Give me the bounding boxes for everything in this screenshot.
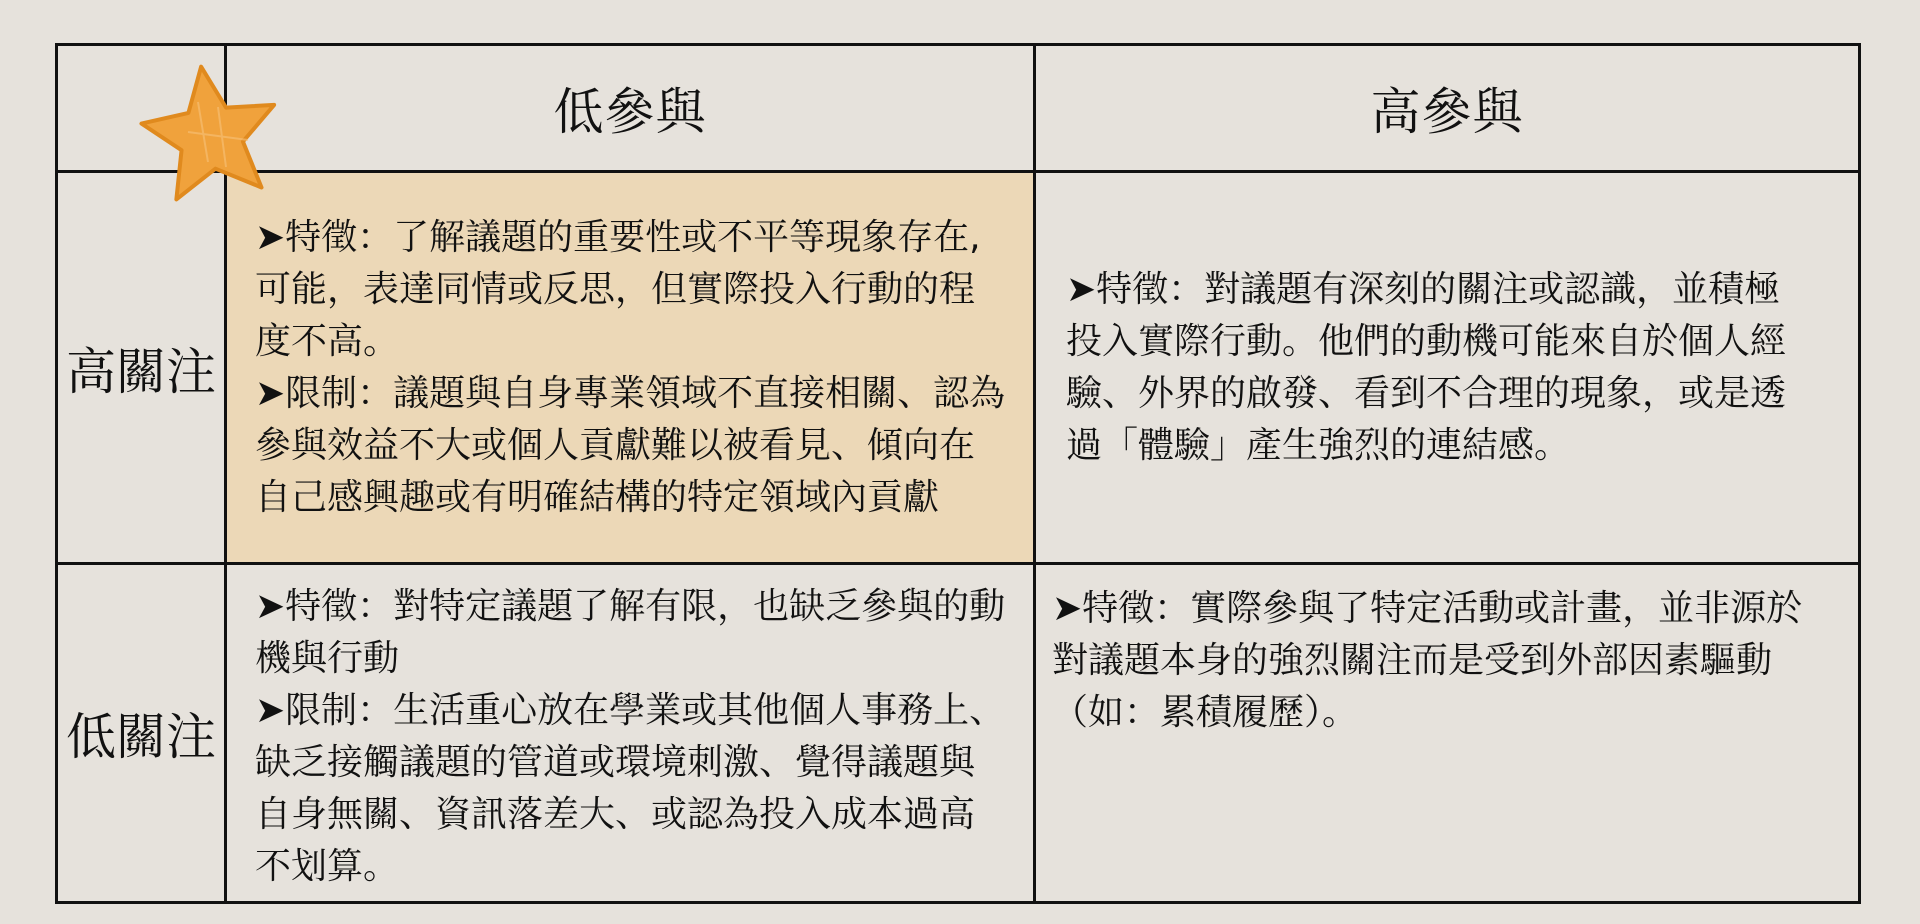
row-low-focus <box>57 564 1860 903</box>
row-header-low-focus: 低關注 <box>57 564 226 903</box>
cell-low-focus-high-participation <box>1035 564 1860 903</box>
cell-feature-text: ➤特徵：對特定議題了解有限，也缺乏參與的動機與行動 <box>255 586 1006 679</box>
cell-feature-text: ➤特徵：對議題有深刻的關注或認識，並積極投入實際行動。他們的動機可能來自於個人經驗、外界的啟發、看到不合理的現象，或是透過「體驗」產生強烈的連結感。 <box>1066 268 1787 466</box>
cell-high-focus-low-participation <box>226 172 1035 564</box>
col-header-low-participation: 低參與 <box>226 45 1035 172</box>
star-icon <box>138 62 284 212</box>
cell-feature-text: ➤特徵：了解議題的重要性或不平等現象存在,可能，表達同情或反思，但實際投入行動的程度不高。 <box>255 216 981 362</box>
cell-limitation-text: ➤限制：議題與自身專業領域不直接相關、認為參與效益不大或個人貢獻難以被看見、傾向在自己感興趣或有明確結構的特定領域內貢獻 <box>255 372 1006 518</box>
cell-feature-text: ➤特徵：實際參與了特定活動或計畫，並非源於對議題本身的強烈關注而是受到外部因素驅動（如：累積履歷）。 <box>1052 588 1803 733</box>
cell-limitation-text: ➤限制：生活重心放在學業或其他個人事務上、缺乏接觸議題的管道或環境刺激、覺得議題與自身無關、資訊落差大、或認為投入成本過高不划算。 <box>255 690 1006 887</box>
cell-high-focus-high-participation <box>1035 172 1860 564</box>
header-row <box>57 45 1860 172</box>
cell-low-focus-low-participation <box>226 564 1035 903</box>
row-header-high-focus: 高關注 <box>57 172 226 564</box>
engagement-matrix-table <box>55 43 1861 904</box>
col-header-high-participation: 高參與 <box>1035 45 1860 172</box>
row-high-focus <box>57 172 1860 564</box>
